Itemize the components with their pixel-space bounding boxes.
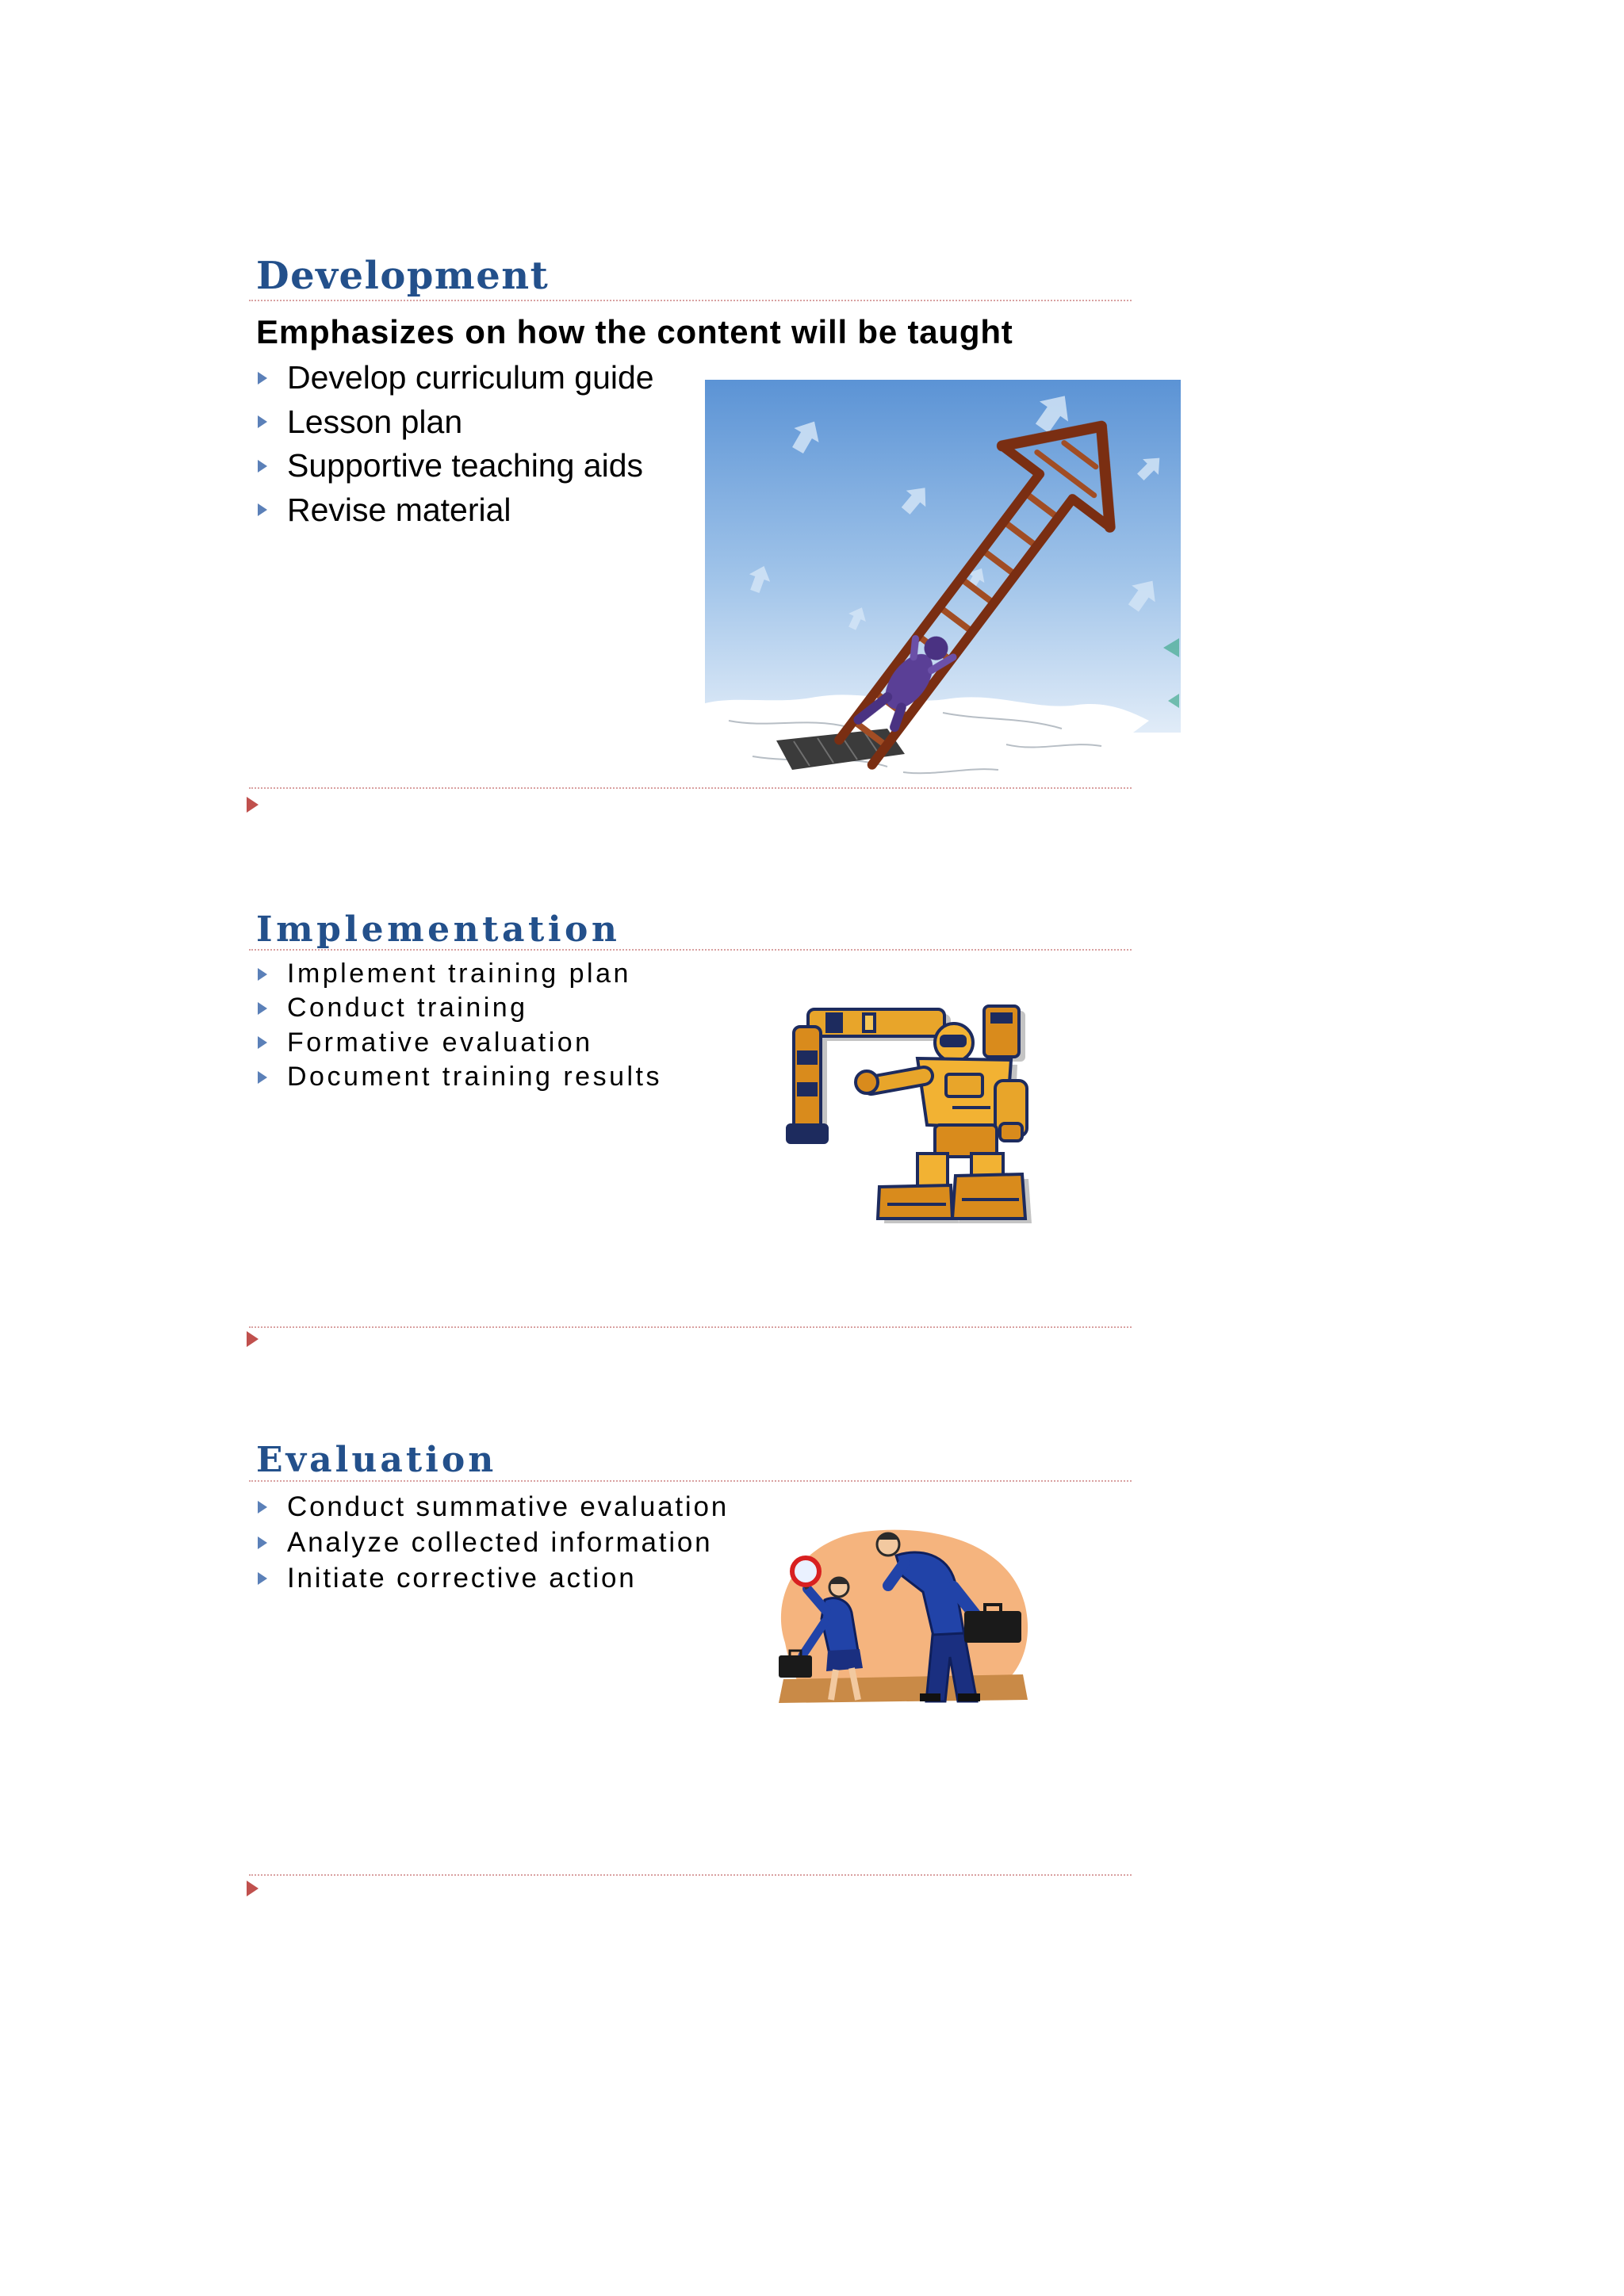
list-item-text: Implement training plan <box>287 959 631 989</box>
bullet-list <box>258 957 662 1094</box>
triangle-bullet-icon <box>258 460 267 473</box>
dotted-divider <box>249 1326 1132 1328</box>
robot-head <box>935 1024 973 1062</box>
ground-strip <box>779 1674 1028 1703</box>
triangle-bullet-icon <box>258 968 267 981</box>
robot-backpack <box>984 1006 1019 1057</box>
dotted-divider <box>249 1874 1132 1876</box>
triangle-bullet-icon <box>258 1071 267 1084</box>
dotted-divider <box>249 1480 1132 1482</box>
section-title: Evaluation <box>256 1440 497 1480</box>
list-item <box>258 1026 662 1060</box>
list-item <box>258 1560 729 1596</box>
section-title: Development <box>256 254 550 298</box>
dotted-divider <box>249 787 1132 789</box>
robot-arm-left <box>856 1071 924 1093</box>
bullet-list <box>258 1489 729 1596</box>
triangle-bullet-icon <box>258 503 267 516</box>
red-triangle-marker-icon <box>247 1331 259 1347</box>
list-item <box>258 444 654 488</box>
business-people-magnifier-illustration <box>769 1524 1033 1707</box>
list-item-text: Document training results <box>287 1061 663 1092</box>
list-item-text: Lesson plan <box>287 403 463 440</box>
dotted-divider <box>249 949 1132 951</box>
list-item <box>258 1525 729 1560</box>
list-item-text: Initiate corrective action <box>287 1563 637 1594</box>
list-item <box>258 356 654 400</box>
ladder-arrow-illustration <box>705 380 1181 786</box>
list-item <box>258 1060 662 1094</box>
list-item-text: Analyze collected information <box>287 1527 713 1558</box>
list-item-text: Conduct summative evaluation <box>287 1491 729 1522</box>
red-triangle-marker-icon <box>247 797 259 813</box>
triangle-bullet-icon <box>258 1536 267 1549</box>
list-item-text: Revise material <box>287 491 511 528</box>
snow-ground <box>705 695 1149 784</box>
triangle-bullet-icon <box>258 372 267 385</box>
list-item <box>258 1489 729 1525</box>
dotted-divider <box>249 300 1132 301</box>
triangle-bullet-icon <box>258 1002 267 1015</box>
section-subtitle: Emphasizes on how the content will be taught <box>256 313 1013 350</box>
list-item-text: Conduct training <box>287 993 528 1024</box>
list-item <box>258 957 662 991</box>
list-item <box>258 400 654 445</box>
list-item <box>258 991 662 1025</box>
triangle-bullet-icon <box>258 415 267 428</box>
triangle-bullet-icon <box>258 1036 267 1049</box>
triangle-bullet-icon <box>258 1501 267 1513</box>
list-item <box>258 488 654 533</box>
robot-arm-right <box>995 1081 1027 1141</box>
triangle-bullet-icon <box>258 1572 267 1585</box>
list-item-text: Supportive teaching aids <box>287 447 644 484</box>
robot-legs <box>878 1154 1025 1219</box>
robot-with-drill-illustration <box>776 997 1033 1223</box>
list-item-text: Formative evaluation <box>287 1027 593 1058</box>
section-title: Implementation <box>256 909 621 950</box>
sky-background <box>705 380 1181 733</box>
red-triangle-marker-icon <box>247 1881 259 1896</box>
list-item-text: Develop curriculum guide <box>287 359 654 396</box>
bullet-list <box>258 356 654 532</box>
